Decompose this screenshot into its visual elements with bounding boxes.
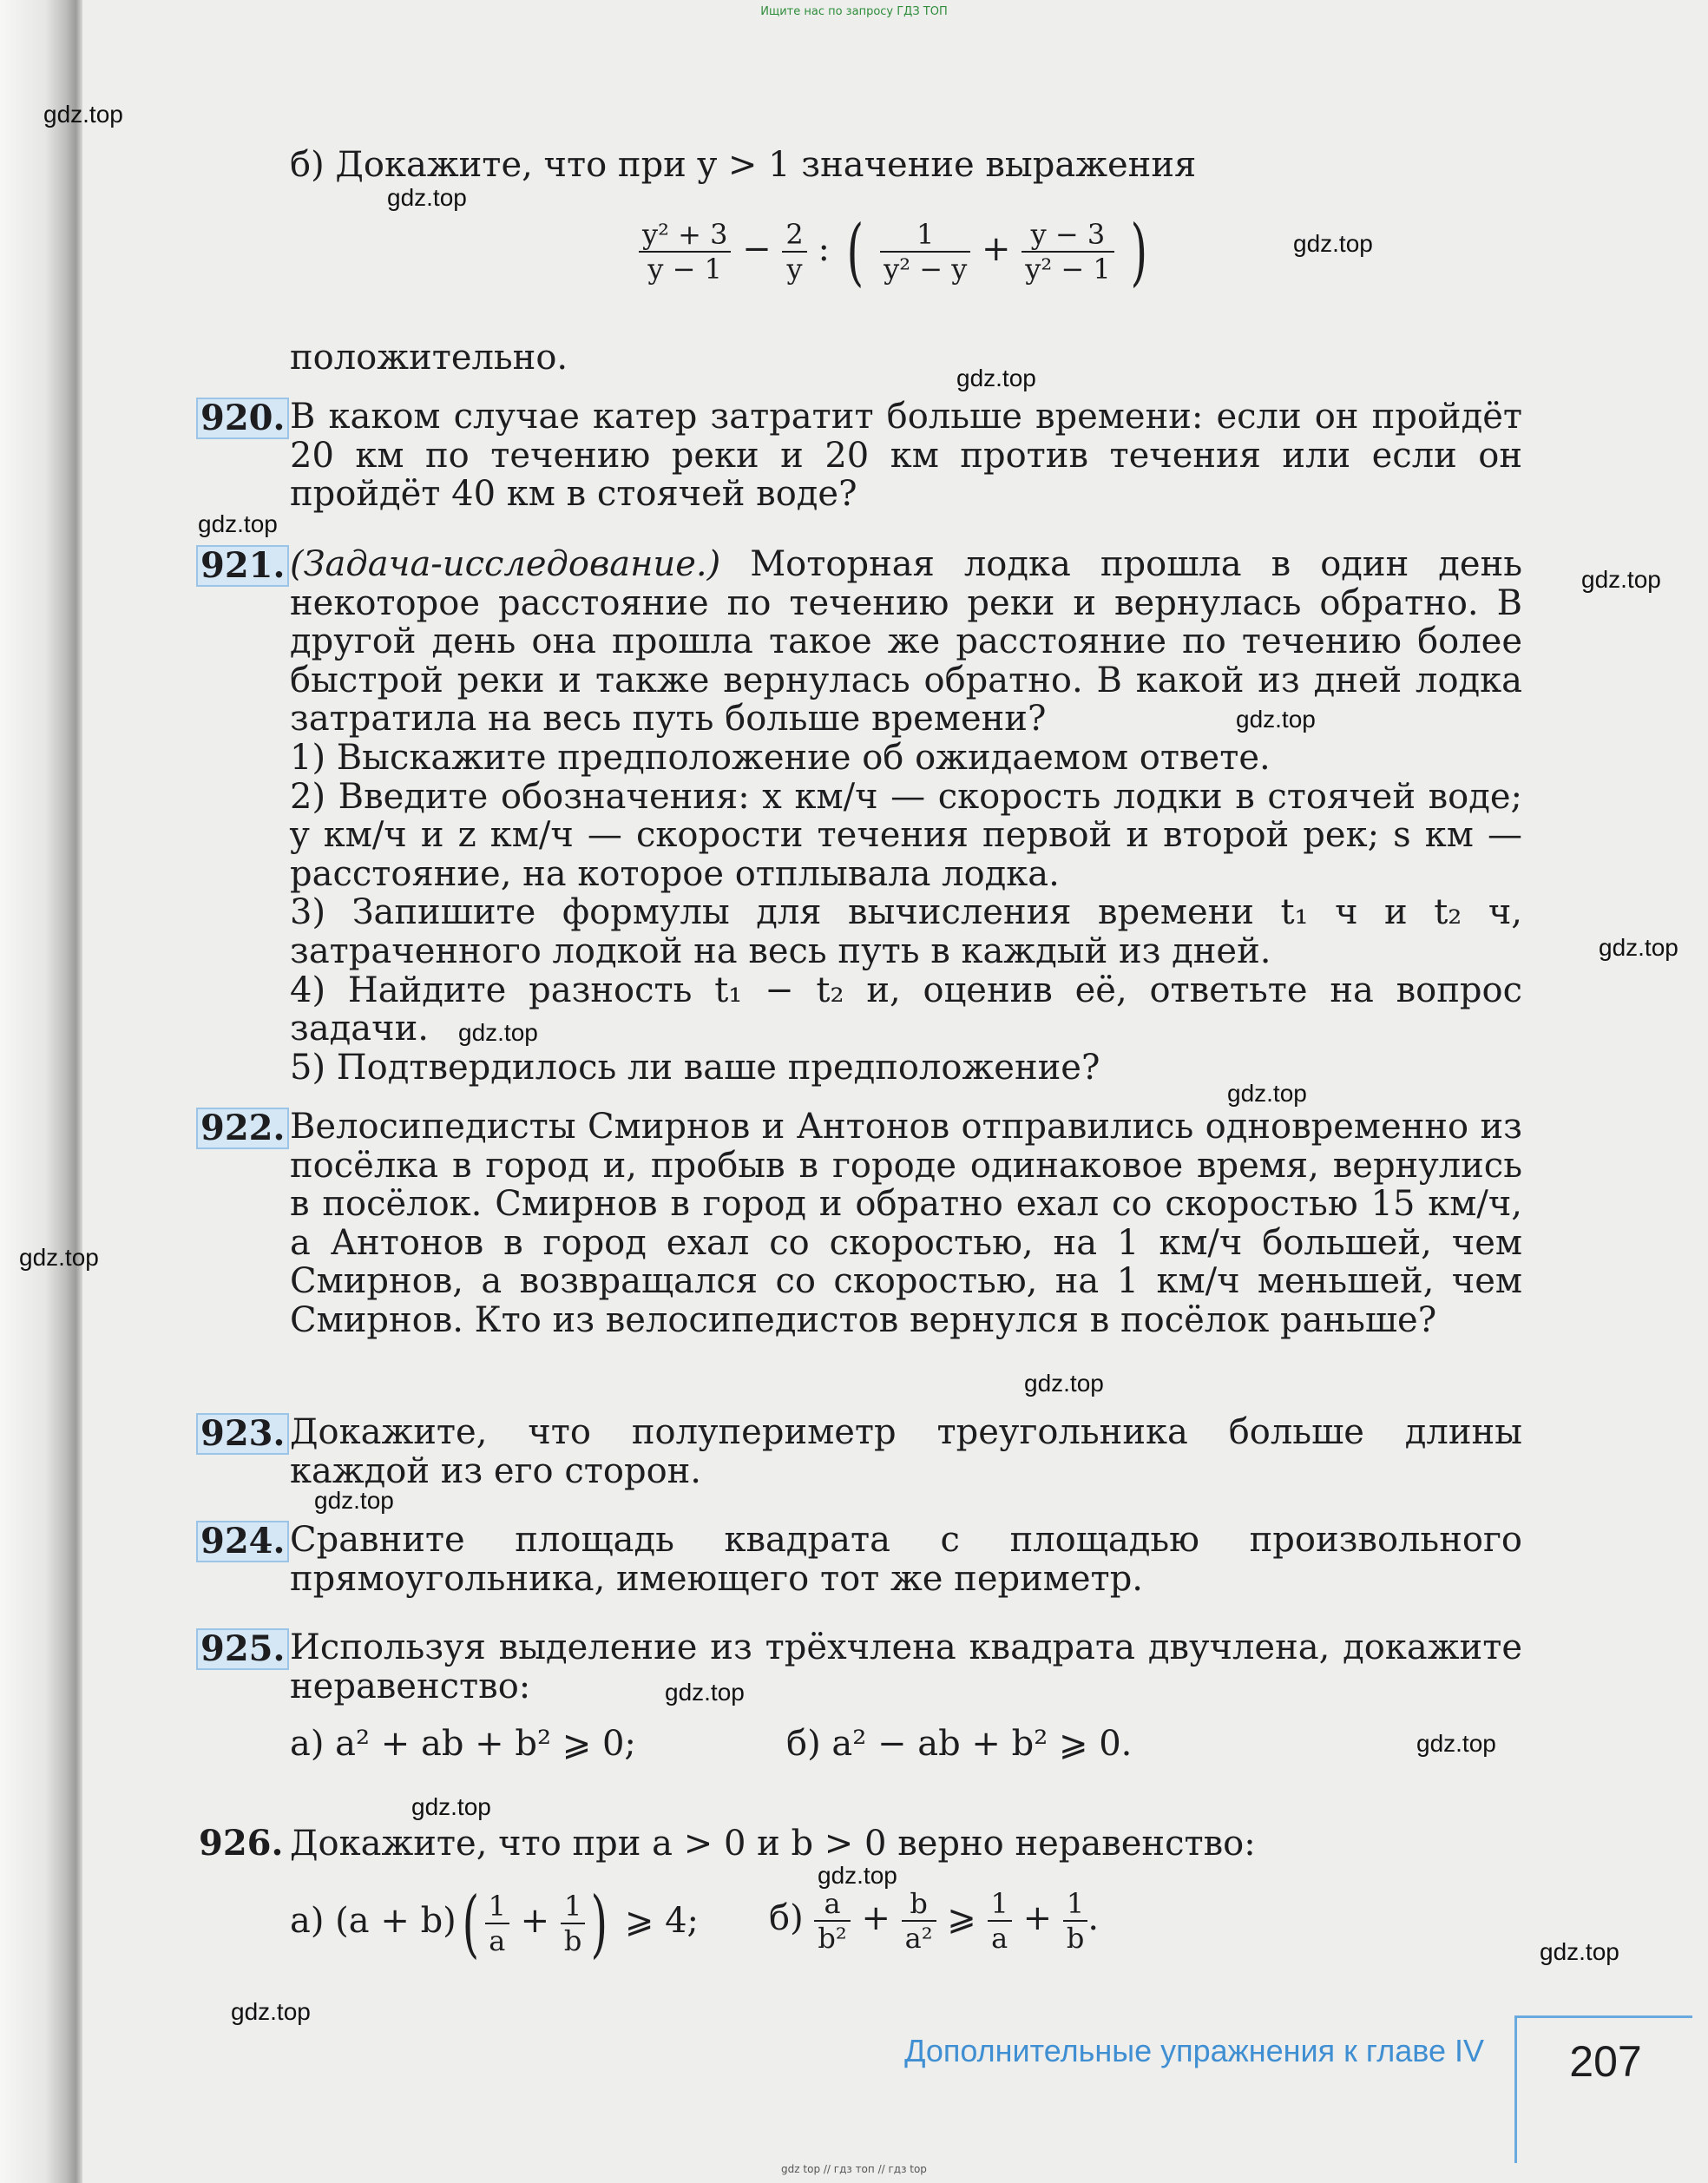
watermark: gdz.top bbox=[1416, 1730, 1496, 1757]
step: 2) Введите обозначения: x км/ч — скорость лодки в стоячей воде; y км/ч и z км/ч — скорости течения первой и второй рек; s км — расстояние, на которое отплывала лодка. bbox=[290, 776, 1522, 894]
fraction bbox=[485, 1890, 509, 1957]
exercise-919b-text: б) Докажите, что при y > 1 значение выражения bbox=[290, 145, 1197, 185]
exercise-text: Докажите, что при a > 0 и b > 0 верно неравенство: bbox=[290, 1824, 1256, 1864]
footer-rule-vertical bbox=[1514, 2015, 1517, 2163]
exercise-number: 923. bbox=[196, 1413, 289, 1455]
watermark: gdz.top bbox=[1024, 1370, 1104, 1397]
page-number: 207 bbox=[1569, 2037, 1642, 2086]
exercise-text: Используя выделение из трёхчлена квадрата двучлена, докажите неравенство: bbox=[290, 1627, 1522, 1706]
watermark: gdz.top bbox=[1581, 566, 1661, 593]
exercise-text: Велосипедисты Смирнов и Антонов отправились одновременно из посёлка в город и, пробыв в городе одинаковое время, вернулись в посёлок. Смирнов в город и обратно ехал со скоростью 15 км/ч, а Антонов в город ехал со скоростью, на 1 км/ч большей, чем Смирнов, а возвращался со скоростью, на 1 км/ч меньшей, чем Смирнов. Кто из велосипедистов вернулся в посёлок раньше? bbox=[290, 1107, 1522, 1340]
fraction bbox=[561, 1890, 585, 1957]
minus-sign: − bbox=[742, 229, 772, 269]
denominator: y bbox=[786, 253, 803, 286]
ge-sign: ⩾ bbox=[947, 1898, 976, 1938]
plus-sign: + bbox=[861, 1898, 890, 1938]
fraction bbox=[902, 1887, 936, 1955]
left-paren: ( bbox=[846, 209, 864, 294]
top-note: Ищите нас по запросу ГДЗ ТОП bbox=[760, 5, 948, 18]
exercise-text bbox=[290, 545, 1522, 1087]
numerator: a bbox=[814, 1887, 850, 1922]
exercise-number: 922. bbox=[196, 1108, 289, 1149]
watermark: gdz.top bbox=[1293, 230, 1373, 257]
watermark: gdz.top bbox=[458, 1019, 538, 1046]
numerator: 1 bbox=[1063, 1887, 1087, 1922]
inequality-a: а) a² + ab + b² ⩾ 0; bbox=[290, 1724, 636, 1764]
inequality-b: б) a² − ab + b² ⩾ 0. bbox=[786, 1724, 1133, 1764]
fraction bbox=[1022, 218, 1113, 286]
watermark: gdz.top bbox=[411, 1793, 491, 1820]
watermark: gdz.top bbox=[818, 1862, 897, 1889]
watermark: gdz.top bbox=[1236, 706, 1316, 733]
watermark: gdz.top bbox=[231, 1998, 311, 2025]
step: 4) Найдите разность t₁ − t₂ и, оценив её, ответьте на вопрос задачи. bbox=[290, 970, 1522, 1049]
colon-sign: : bbox=[818, 229, 830, 269]
exercise-label-italic: (Задача-исследование.) bbox=[290, 544, 721, 584]
plus-sign: + bbox=[520, 1901, 550, 1941]
exercise-text: Сравните площадь квадрата с площадью произвольного прямоугольника, имеющего тот же периметр. bbox=[290, 1520, 1522, 1599]
step: 5) Подтвердилось ли ваше предположение? bbox=[290, 1047, 1100, 1088]
numerator: 1 bbox=[988, 1887, 1012, 1922]
watermark: gdz.top bbox=[43, 101, 123, 128]
denominator: a² bbox=[904, 1922, 933, 1955]
denominator: b² bbox=[818, 1922, 847, 1955]
numerator: 2 bbox=[782, 218, 806, 253]
expression-prefix: а) (a + b) bbox=[290, 1901, 457, 1941]
denominator: b bbox=[1066, 1922, 1085, 1955]
numerator: b bbox=[902, 1887, 936, 1922]
watermark: gdz.top bbox=[665, 1679, 745, 1706]
plus-sign: + bbox=[982, 229, 1011, 269]
denominator: a bbox=[991, 1922, 1008, 1955]
right-paren: ) bbox=[1130, 209, 1148, 294]
denominator: y² − y bbox=[884, 253, 968, 286]
exercise-text: В каком случае катер затратит больше времени: если он пройдёт 20 км по течению реки и 20 км против течения или если он пройдёт 40 км в стоячей воде? bbox=[290, 397, 1522, 515]
inequality-b bbox=[769, 1887, 1099, 1955]
inequality-a bbox=[290, 1881, 700, 1966]
denominator: y² − 1 bbox=[1025, 253, 1111, 286]
exercise-919b-after: положительно. bbox=[290, 338, 568, 378]
footer-rule bbox=[1514, 2015, 1692, 2018]
denominator: b bbox=[563, 1924, 582, 1957]
watermark: gdz.top bbox=[1599, 934, 1678, 961]
watermark: gdz.top bbox=[198, 510, 278, 537]
denominator: y − 1 bbox=[647, 253, 722, 286]
numerator: y − 3 bbox=[1022, 218, 1113, 253]
numerator: 1 bbox=[485, 1890, 509, 1924]
fraction bbox=[1063, 1887, 1087, 1955]
fraction bbox=[782, 218, 806, 286]
exercise-number: 925. bbox=[196, 1628, 289, 1670]
watermark: gdz.top bbox=[19, 1244, 99, 1271]
fraction bbox=[639, 218, 731, 286]
exercise-intro: Моторная лодка прошла в один день некоторое расстояние по течению реки и вернулась обратно. В другой день она прошла такое же расстояние по течению более быстрой реки и также вернулась обратно. В какой из дней лодка затратила на весь путь больше времени? bbox=[290, 544, 1522, 740]
page-binding-shadow bbox=[0, 0, 82, 2183]
step: 1) Выскажите предположение об ожидаемом ответе. bbox=[290, 737, 1271, 778]
expression-prefix: б) bbox=[769, 1898, 804, 1938]
right-paren: ) bbox=[590, 1881, 608, 1966]
watermark: gdz.top bbox=[314, 1487, 394, 1514]
exercise-number: 926. bbox=[199, 1823, 284, 1864]
plus-sign: + bbox=[1022, 1898, 1053, 1938]
watermark: gdz.top bbox=[1227, 1080, 1307, 1107]
expression-suffix: ⩾ 4; bbox=[624, 1901, 700, 1941]
numerator: y² + 3 bbox=[639, 218, 731, 253]
exercise-number: 920. bbox=[196, 398, 289, 439]
fraction bbox=[880, 218, 970, 286]
left-paren: ( bbox=[462, 1881, 480, 1966]
watermark: gdz.top bbox=[387, 184, 467, 211]
watermark: gdz.top bbox=[1540, 1938, 1619, 1965]
numerator: 1 bbox=[561, 1890, 585, 1924]
expression-suffix: . bbox=[1087, 1898, 1100, 1938]
denominator: a bbox=[489, 1924, 506, 1957]
fraction bbox=[988, 1887, 1012, 1955]
numerator: 1 bbox=[880, 218, 970, 253]
exercise-number: 921. bbox=[196, 545, 289, 587]
step: 3) Запишите формулы для вычисления времени t₁ ч и t₂ ч, затраченного лодкой на весь путь в каждый из дней. bbox=[290, 892, 1522, 971]
bottom-note: gdz top // гдз топ // гдз top bbox=[781, 2163, 927, 2175]
exercise-number: 924. bbox=[196, 1521, 289, 1562]
exercise-text: Докажите, что полупериметр треугольника больше длины каждой из его сторон. bbox=[290, 1412, 1522, 1491]
footer-chapter-title: Дополнительные упражнения к главе IV bbox=[904, 2033, 1484, 2068]
watermark: gdz.top bbox=[956, 365, 1036, 391]
exercise-919b-expression bbox=[639, 209, 1153, 294]
fraction bbox=[814, 1887, 850, 1955]
